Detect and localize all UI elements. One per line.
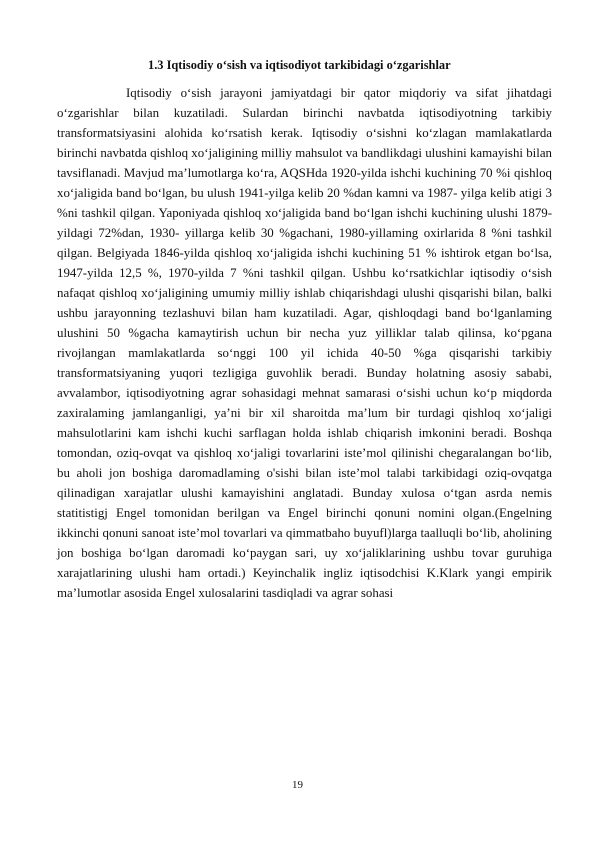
section-heading: 1.3 Iqtisodiy o‘sish va iqtisodiyot tarkibidagi o‘zgarishlar [148, 58, 451, 72]
page-number: 19 [292, 779, 303, 791]
body-paragraph: Iqtisodiy o‘sish jarayoni jamiyatdagi bir qator miqdoriy va sifat jihatdagi o‘zgarishlar bilan kuzatiladi. Sulardan birinchi navbatda iqtisodiyotning tarkibiy transformatsiyasini alohida ko‘rsatish kerak. Iqtisodiy o‘sishni ko‘zlagan mamlakatlarda birinchi navbatda qishloq xo‘jaligining milliy mahsulot va bandlikdagi ulushini kamayishi bilan tavsiflanadi. Mavjud ma’lumotlarga ko‘ra, AQSHda 1920-yilda ishchi kuchining 70 %i qishloq xo‘jaligida band bo‘lgan, bu ulush 1941-yilga kelib 20 %dan kamni va 1987- yilga kelib atigi 3 %ni tashkil qilgan. Yaponiyada qishloq xo‘jaligida band bo‘lgan ishchi kuchining ulushi 1879-yildagi 72%dan, 1930- yillarga kelib 30 %gachani, 1980-yillaming oxirlarida 8 %ni tashkil qilgan. Belgiyada 1846-yilda qishloq xo‘jaligida ishchi kuchining 51 % ishtirok etgan bo‘lsa, 1947-yilda 12,5 %, 1970-yilda 7 %ni tashkil qilgan. Ushbu ko‘rsatkichlar iqtisodiy o‘sish nafaqat qishloq xo‘jaligining umumiy milliy ishlab chiqarishdagi ulushi qisqarishi bilan, balki ushbu jarayonning tezlashuvi bilan ham kuzatiladi. Agar, qishloqdagi band bo‘lganlaming ulushini 50 %gacha kamaytirish uchun bir necha yuz yilliklar talab qilinsa, ko‘pgana rivojlangan mamlakatlarda so‘nggi 100 yil ichida 40-50 %ga qisqarishi tarkibiy transformatsiyaning yuqori tezligiga guvohlik beradi. Bunday holatning asosiy sababi, avvalambor, iqtisodiyotning agrar sohasidagi mehnat samarasi o‘sishi uchun ko‘p miqdorda zaxiralaming jamlanganligi, ya’ni bir xil sharoitda ma’lum bir turdagi qishloq xo‘jaligi mahsulotlarini kam ishchi kuchi sarflagan holda ishlab chiqarish imkonini beradi. Boshqa tomondan, oziq-ovqat va qishloq xo‘jaligi tovarlarini iste’mol qilinishi chegaralangan bo‘lib, bu aholi jon boshiga daromadlaming o'sishi bilan iste’mol talabi tarkibidagi oziq-ovqatga qilinadigan xarajatlar ulushi kamayishini anglatadi. Bunday xulosa o‘tgan asrda nemis statitistigj Engel tomonidan berilgan va Engel birinchi qonuni nomini olgan.(Engelning ikkinchi qonuni sanoat iste’mol tovarlari va qimmatbaho buyufl)larga taalluqli bo‘lib, aholining jon boshiga bo‘lgan daromadi ko‘paygan sari, uy xo‘jaliklarining ushbu tovar guruhiga xarajatlarining ulushi ham ortadi.) Keyinchalik ingliz iqtisodchisi K.Klark yangi empirik ma’lumotlar asosida Engel xulosalarini tasdiqladi va agrar sohasi [57, 86, 552, 600]
